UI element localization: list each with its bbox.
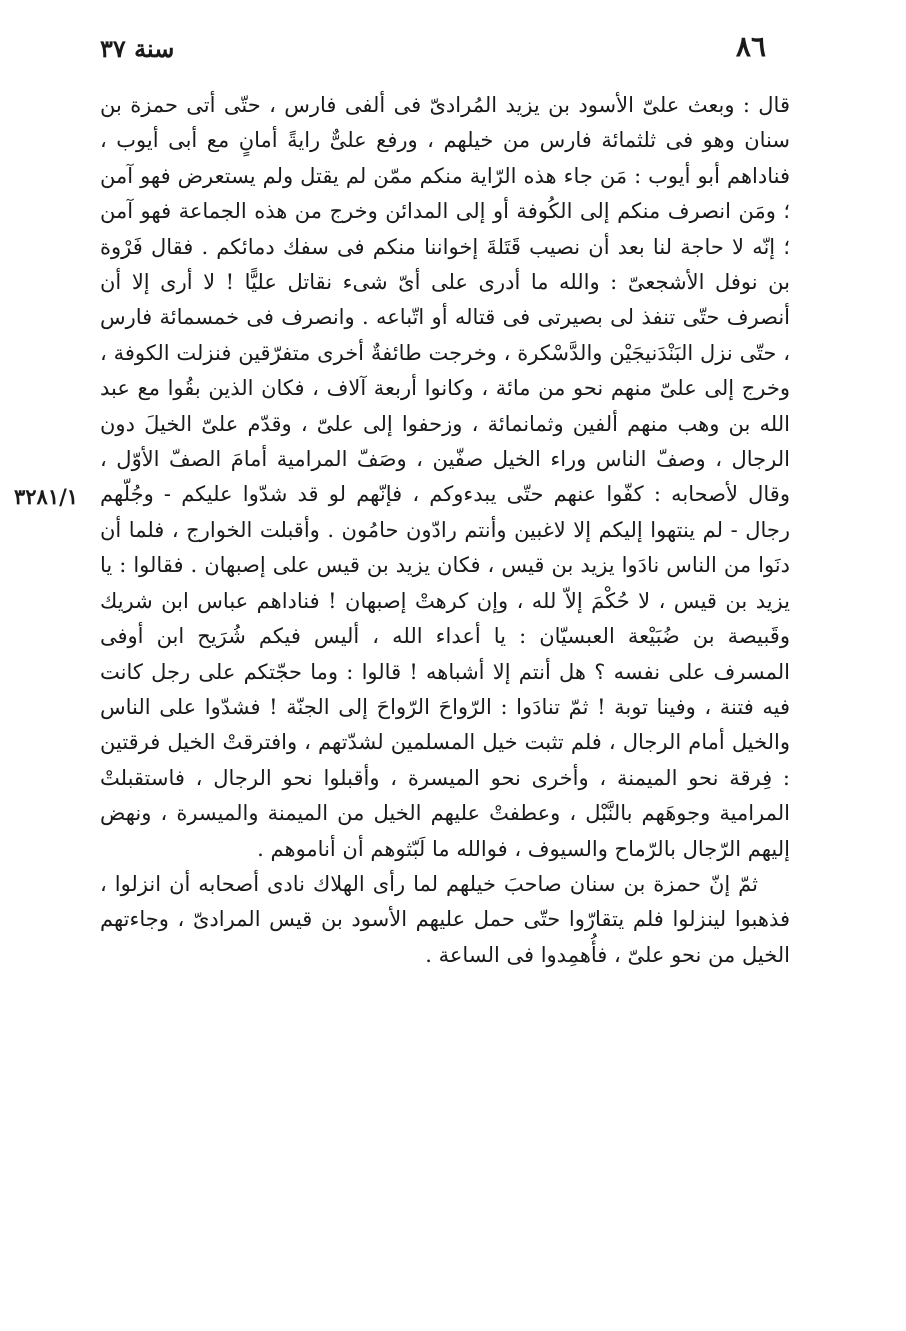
paragraph: ثمّ إنّ حمزة بن سنان صاحبَ خيلهم لما رأى الهلاك نادى أصحابه أن انزلوا ، فذهبوا لينزلوا فلم يتقارّوا حتّى حمل عليهم الأسود بن قيس المرادىّ ، وجاءتهم الخيل من نحو علىّ ، فأُهمِدوا فى الساعة .: [100, 871, 790, 967]
body-text: [100, 88, 790, 973]
paragraph: قال : وبعث علىّ الأسود بن يزيد المُرادىّ فى ألفى فارس ، حتّى أتى حمزة بن سنان وهو فى ثلثمائة فارس من خيلهم ، ورفع علىٌّ رايةً أمانٍ مع أبى أيوب ، فناداهم أبو أيوب : مَن جاء هذه الرّاية منكم ممّن لم يقتل ولم يستعرض فهو آمن ؛ ومَن انصرف منكم إلى الكُوفة أو إلى المدائن وخرج من هذه الجماعة فهو آمن ؛ إنّه لا حاجة لنا بعد أن نصيب قَتَلةَ إخواننا منكم فى سفك دمائكم . فقال فَرْوة بن نوفل الأشجعىّ : والله ما أدرى على أىّ شىء نقاتل عليًّا ! لا أرى إلا أن أنصرف حتّى تنفذ لى بصيرتى فى قتاله أو اتّباعه . وانصرف فى خمسمائة فارس ، حتّى نزل البَنْدَنيجَيْن والدَّسْكرة ، وخرجت طائفةٌ أخرى متفرّقين فنزلت الكوفة ، وخرج إلى علىّ منهم نحو من مائة ، وكانوا أربعة آلاف ، فكان الذين بقُوا مع عبد الله بن وهب منهم ألفين وثمانمائة ، وزحفوا إلى علىّ ، وقدّم علىّ الخيلَ دون الرجال ، وصفّ الناس وراء الخيل صفّين ، وصَفّ المرامية أمامَ الصفّ الأوّل ، وقال لأصحابه : كفّوا عنهم حتّى يبدءوكم ، فإنّهم لو قد شدّوا عليكم - وجُلّهم رجال - لم ينتهوا إليكم إلا لاغبين وأنتم رادّون حامُون . وأقبلت الخوارج ، فلما أن دنَوا من الناس نادَوا يزيد بن قيس ، فكان يزيد بن قيس على إصبهان . فقالوا : يا يزيد بن قيس ، لا حُكْمَ إلاّ لله ، وإن كرهتْ إصبهان ! فناداهم عباس ابن شريك وقَبيصة بن ضُبَيْعة العبسيّان : يا أعداء الله ، أليس فيكم شُرَيح ابن أوفى المسرف على نفسه ؟ هل أنتم إلا أشباهه ! قالوا : وما حجّتكم على رجل كانت فيه فتنة ، وفينا توبة ! ثمّ تنادَوا : الرّواحَ الرّواحَ إلى الجنّة ! فشدّوا على الناس والخيل أمام الرجال ، فلم تثبت خيل المسلمين لشدّتهم ، وافترقتْ الخيل فرقتين : فِرقة نحو الميمنة ، وأخرى نحو الميسرة ، وأقبلوا نحو الرجال ، فاستقبلتْ المرامية وجوهَهم بالنَّبْل ، وعطفتْ عليهم الخيل من الميمنة والميسرة ، ونهض إليهم الرّجال بالرّماح والسيوف ، فوالله ما لَبّثوهم أن أناموهم .: [100, 93, 790, 861]
page-number: ٨٦: [735, 30, 766, 63]
page-header: [100, 30, 770, 64]
running-head: سنة ٣٧: [100, 34, 175, 63]
margin-reference: ٣٢٨١/١: [14, 484, 79, 509]
